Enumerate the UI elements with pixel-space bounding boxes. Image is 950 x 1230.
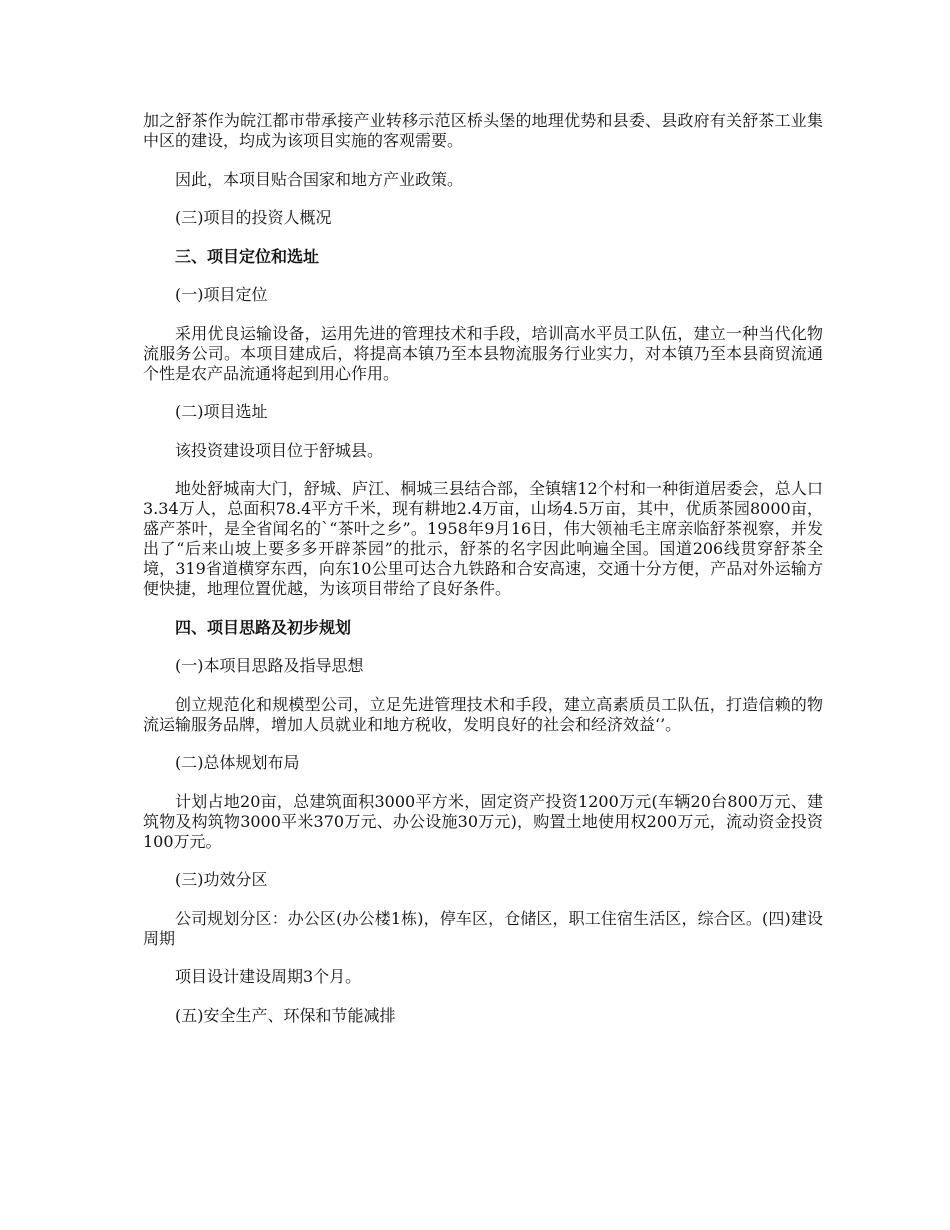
paragraph-project-needs: 加之舒茶作为皖江都市带承接产业转移示范区桥头堡的地理优势和县委、县政府有关舒茶工业集中区的建设，均成为该项目实施的客观需要。 — [143, 111, 823, 150]
paragraph-guiding-ideas: 创立规范化和规模型公司，立足先进管理技术和手段，建立高素质员工队伍，打造信赖的物流运输服务品牌，增加人员就业和地方税收，发明良好的社会和经济效益‘’。 — [143, 694, 823, 734]
paragraph-site-location: 该投资建设项目位于舒城县。 — [175, 440, 384, 460]
paragraph-construction-period: 项目设计建设周期3个月。 — [175, 967, 362, 986]
subheading-overall-layout: (二)总体规划布局 — [175, 753, 300, 772]
paragraph-overall-layout: 计划占地20亩，总建筑面积3000平方米，固定资产投资1200万元(车辆20台800万元、建筑物及构筑物3000平米370万元、办公设施30万元)，购置土地使用权200万元，流动资金投资100万元。 — [143, 791, 823, 851]
paragraph-positioning: 采用优良运输设备，运用先进的管理技术和手段，培训高水平员工队伍，建立一种当代化物流服务公司。本项目建成后，将提高本镇乃至本县物流服务行业实力，对本镇乃至本县商贸流通个性是农产品流通将起到用心作用。 — [143, 323, 823, 383]
paragraph-functional-zones: 公司规划分区：办公区(办公楼1栋)，停车区，仓储区，职工住宿生活区，综合区。(四)建设周期 — [143, 908, 823, 948]
document-body — [143, 111, 823, 1044]
heading-ideas-and-planning: 四、项目思路及初步规划 — [175, 617, 352, 637]
subheading-safety-environment: (五)安全生产、环保和节能减排 — [175, 1005, 396, 1025]
subheading-positioning: (一)项目定位 — [175, 285, 268, 304]
paragraph-site-description: 地处舒城南大门，舒城、庐江、桐城三县结合部，全镇辖12个村和一种街道居委会，总人口3.34万人，总面积78.4平方千米，现有耕地2.4万亩，山场4.5万亩，其中，优质茶园8000亩，盛产茶叶，是全省闻名的`“茶叶之乡”。1958年9月16日，伟大领袖毛主席亲临舒茶视察，并发出了“后来山坡上要多多开辟茶园”的批示，舒茶的名字因此响遍全国。国道206线贯穿舒茶全境，319省道横穿东西，向东10公里可达合九铁路和合安高速，交通十分方便，产品对外运输方便快捷，地理位置优越，为该项目带给了良好条件。 — [143, 479, 823, 598]
subheading-functional-zones: (三)功效分区 — [175, 870, 268, 889]
subheading-investor-overview: (三)项目的投资人概况 — [175, 208, 332, 227]
subheading-guiding-ideas: (一)本项目思路及指导思想 — [175, 656, 364, 675]
paragraph-policy-fit: 因此，本项目贴合国家和地方产业政策。 — [175, 169, 464, 189]
subheading-site-selection: (二)项目选址 — [175, 402, 268, 421]
heading-positioning-and-site: 三、项目定位和选址 — [175, 246, 320, 266]
